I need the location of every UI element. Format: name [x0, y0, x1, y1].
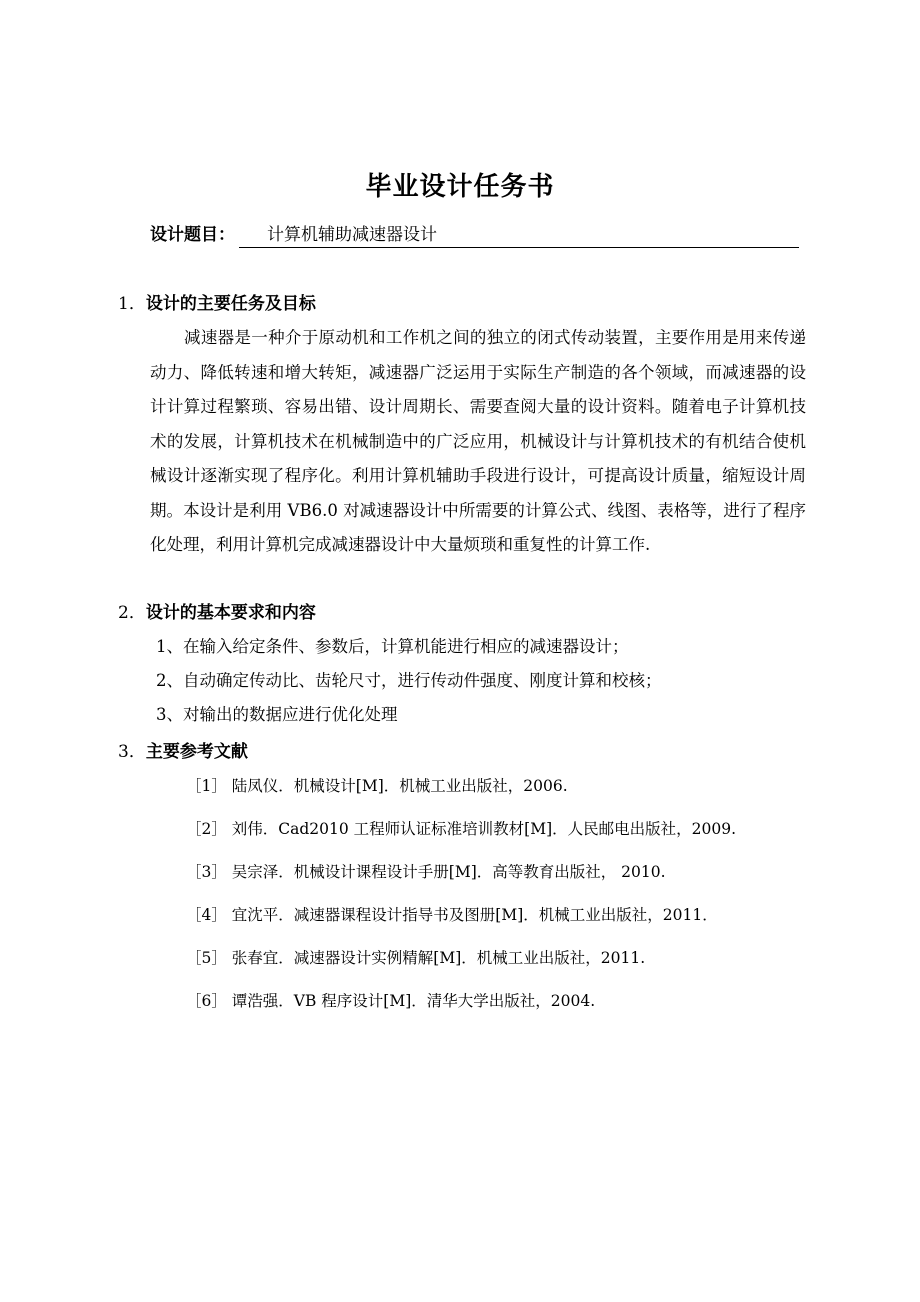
reference-item: ［3］ 吴宗泽．机械设计课程设计手册[M]．高等教育出版社， 2010.	[186, 863, 666, 881]
section-2-heading	[118, 601, 316, 625]
section-3-number: 3．	[118, 742, 146, 762]
subject-label: 设计题目：	[150, 225, 235, 245]
reference-item: ［4］ 宜沈平．减速器课程设计指导书及图册[M]．机械工业出版社，2011．	[186, 906, 718, 924]
reference-item: ［6］ 谭浩强．VB 程序设计[M]．清华大学出版社，2004.	[186, 992, 596, 1010]
section-1-number: 1．	[118, 294, 146, 314]
requirement-item: 2、自动确定传动比、齿轮尺寸，进行传动件强度、刚度计算和校核；	[156, 671, 662, 690]
section-1-title: 设计的主要任务及目标	[145, 294, 316, 314]
subject-row	[150, 222, 799, 248]
section-2-number: 2．	[118, 603, 146, 623]
section-3-heading	[118, 740, 248, 764]
subject-value: 计算机辅助减速器设计	[239, 223, 799, 248]
reference-item: ［5］ 张春宜．减速器设计实例精解[M]．机械工业出版社，2011.	[186, 949, 646, 967]
section-1-heading	[118, 292, 316, 316]
section-3-title: 主要参考文献	[145, 742, 248, 762]
section-1-paragraph: 减速器是一种介于原动机和工作机之间的独立的闭式传动装置，主要作用是用来传递动力、降低转速和增大转矩，减速器广泛运用于实际生产制造的各个领域，而减速器的设计计算过程繁琐、容易出错、设计周期长、需要查阅大量的设计资料。随着电子计算机技术的发展，计算机技术在机械制造中的广泛应用，机械设计与计算机技术的有机结合使机械设计逐渐实现了程序化。利用计算机辅助手段进行设计，可提高设计质量，缩短设计周期。本设计是利用 VB6.0 对减速器设计中所需要的计算公式、线图、表格等，进行了程序化处理，利用计算机完成减速器设计中大量烦琐和重复性的计算工作.	[150, 328, 806, 554]
section-2-title: 设计的基本要求和内容	[145, 603, 316, 623]
reference-item: ［2］ 刘伟．Cad2010 工程师认证标准培训教材[M]．人民邮电出版社，2009.	[186, 820, 737, 838]
requirement-item: 1、在输入给定条件、参数后，计算机能进行相应的减速器设计；	[156, 637, 629, 656]
requirement-item: 3、对输出的数据应进行优化处理	[156, 705, 398, 724]
document-title: 毕业设计任务书	[365, 172, 555, 202]
reference-item: ［1］ 陆凤仪．机械设计[M]．机械工业出版社，2006.	[186, 777, 568, 795]
